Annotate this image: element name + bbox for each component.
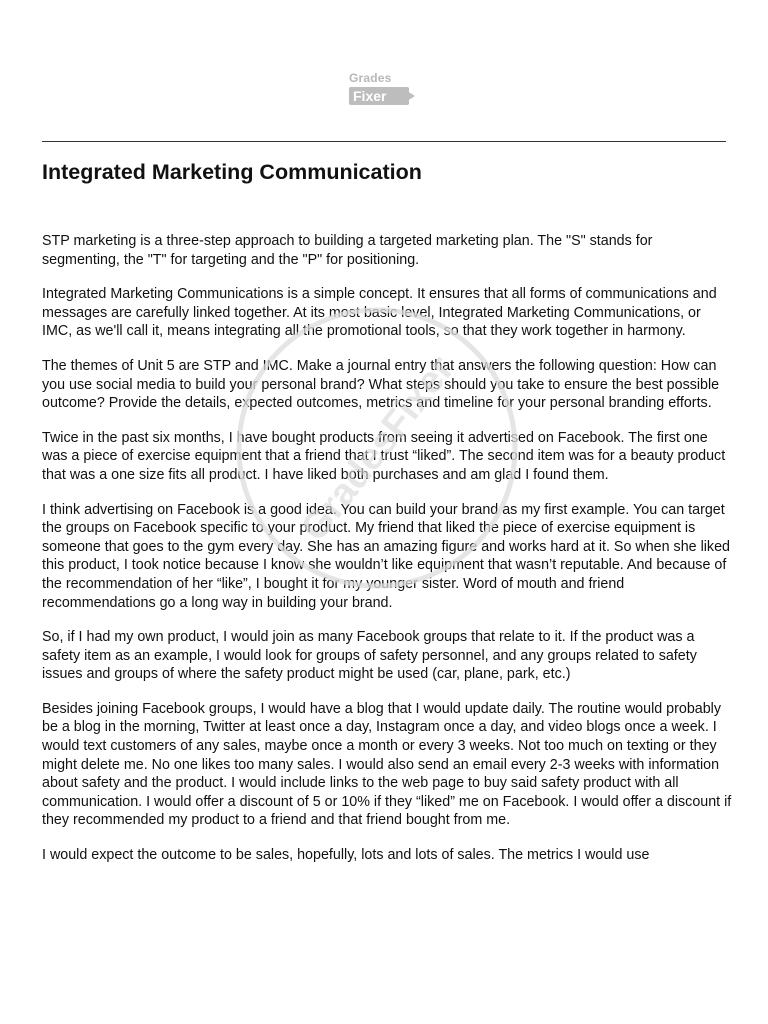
logo-top-text: Grades	[349, 71, 392, 85]
paragraph: I think advertising on Facebook is a good idea. You can build your brand as my first example. You can target the groups on Facebook specific to your product. My friend that liked the piece of exercise equipment is someone that goes to the gym every day. She has an amazing figure and works hard at it. So when she liked this product, I took notice because I know she wouldn’t like equipment that wasn’t reputable. And because of the recommendation of her “like”, I bought it for my younger sister. Word of mouth and friend recommendations go a long way in building your brand.	[42, 501, 730, 611]
paragraph: So, if I had my own product, I would join as many Facebook groups that relate to it. If the product was a safety item as an example, I would look for groups of safety personnel, and any groups related to safety issues and groups of where the safety product might be used (car, plane, park, etc.)	[42, 629, 697, 683]
paragraph: STP marketing is a three-step approach to building a targeted marketing plan. The "S" stands for segmenting, the "T" for targeting and the "P" for positioning.	[42, 233, 653, 268]
logo-tag	[349, 87, 409, 105]
document-body	[42, 232, 732, 881]
gradesfixer-logo	[349, 72, 421, 108]
paragraph: Besides joining Facebook groups, I would have a blog that I would update daily. The routine would probably be a blog in the morning, Twitter at least once a day, Instagram once a day, and video blogs once a week. I would text customers of any sales, maybe once a month or every 3 weeks. Not too much on texting or they might delete me. No one likes too many sales. I would also send an email every 2-3 weeks with information about safety and the product. I would include links to the web page to buy said safety product with all communication. I would offer a discount of 5 or 10% if they “liked” me on Facebook. I would offer a discount if they recommended my product to a friend and that friend bought from me.	[42, 700, 732, 829]
watermark-text: GradesFixer	[292, 348, 463, 549]
paragraph: Integrated Marketing Communications is a simple concept. It ensures that all forms of communications and messages are carefully linked together. At its most basic level, Integrated Marketing Communications, or IMC, as we'll call it, means integrating all the promotional tools, so that they work together in harmony.	[42, 286, 717, 340]
paragraph: Twice in the past six months, I have bought products from seeing it advertised on Facebook. The first one was a piece of exercise equipment that a friend that I trust “liked”. The second item was for a beauty product that was a one size fits all product. I have liked both purchases and am glad I found them.	[42, 429, 726, 483]
paragraph: The themes of Unit 5 are STP and IMC. Make a journal entry that answers the following question: How can you use social media to build your personal brand? What steps should you take to ensure the best possible outcome? Provide the details, expected outcomes, metrics and timeline for your personal branding efforts.	[42, 357, 720, 412]
logo-tag-text: Fixer	[353, 88, 387, 104]
document-title: Integrated Marketing Communication	[42, 160, 422, 184]
logo-tag-arrow-icon	[407, 91, 415, 101]
paragraph: I would expect the outcome to be sales, hopefully, lots and lots of sales. The metrics I would use	[42, 847, 650, 864]
header-divider	[42, 141, 726, 142]
